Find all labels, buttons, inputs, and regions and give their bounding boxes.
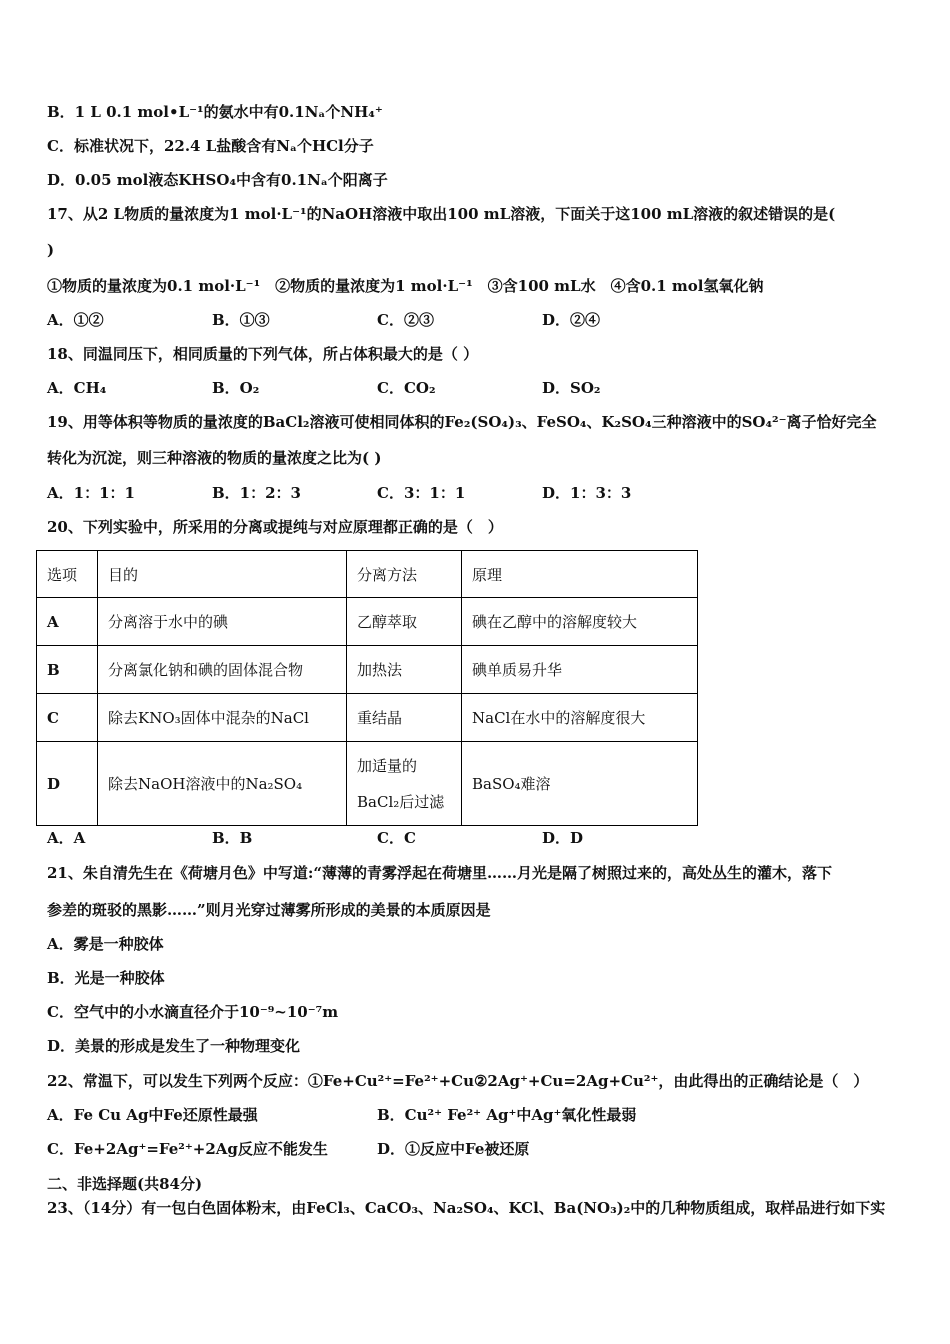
q18-option-b: B．O₂ — [212, 379, 260, 397]
q20-table — [36, 550, 698, 826]
q16-option-b: B．1 L 0.1 mol•L⁻¹的氨水中有0.1Nₐ个NH₄⁺ — [47, 103, 383, 121]
header-cell: 选项 — [37, 551, 98, 598]
q19-option-d: D．1：3：3 — [542, 484, 632, 502]
q21-option-b: B．光是一种胶体 — [47, 969, 165, 987]
table-cell — [347, 742, 462, 826]
table-cell: 分离溶于水中的碘 — [98, 598, 347, 646]
q17-option-c: C．②③ — [377, 311, 434, 329]
q20-option-a: A．A — [47, 829, 86, 847]
q20-option-c: C．C — [377, 829, 416, 847]
table-row — [37, 742, 698, 826]
table-cell: BaSO₄难溶 — [462, 742, 698, 826]
header-cell: 目的 — [98, 551, 347, 598]
q21-stem: 21、朱自清先生在《荷塘月色》中写道:“薄薄的青雾浮起在荷塘里……月光是隔了树照过来的，高处丛生的灌木，落下 — [47, 864, 833, 882]
method-line: 加适量的 — [357, 756, 418, 775]
q21-option-a: A．雾是一种胶体 — [47, 935, 164, 953]
q17-option-a: A．①② — [47, 311, 104, 329]
q22-stem: 22、常温下，可以发生下列两个反应：①Fe+Cu²⁺=Fe²⁺+Cu②2Ag⁺+Cu=2Ag+Cu²⁺，由此得出的正确结论是（ ） — [47, 1072, 869, 1090]
table-cell: 加热法 — [347, 646, 462, 694]
q21-stem-cont: 参差的斑驳的黑影……”则月光穿过薄雾所形成的美景的本质原因是 — [47, 901, 491, 919]
q17-stem-cont: ) — [47, 241, 55, 259]
table-cell: 分离氯化钠和碘的固体混合物 — [98, 646, 347, 694]
table-cell: 碘在乙醇中的溶解度较大 — [462, 598, 698, 646]
table-cell: 除去NaOH溶液中的Na₂SO₄ — [98, 742, 347, 826]
q17-items: ①物质的量浓度为0.1 mol·L⁻¹ ②物质的量浓度为1 mol·L⁻¹ ③含100 mL水 ④含0.1 mol氢氧化钠 — [47, 277, 764, 295]
table-row — [37, 694, 698, 742]
q20-option-b: B．B — [212, 829, 253, 847]
q22-option-b: B．Cu²⁺ Fe²⁺ Ag⁺中Ag⁺氧化性最弱 — [377, 1106, 637, 1124]
q17-option-b: B．①③ — [212, 311, 270, 329]
table-cell: 重结晶 — [347, 694, 462, 742]
table-cell: C — [37, 694, 98, 742]
q21-option-c: C．空气中的小水滴直径介于10⁻⁹~10⁻⁷m — [47, 1003, 339, 1021]
q19-option-b: B．1：2：3 — [212, 484, 301, 502]
table-row — [37, 646, 698, 694]
q22-option-c: C．Fe+2Ag⁺=Fe²⁺+2Ag反应不能发生 — [47, 1140, 328, 1158]
q18-stem: 18、同温同压下，相同质量的下列气体，所占体积最大的是（ ） — [47, 345, 479, 363]
q19-stem-cont: 转化为沉淀，则三种溶液的物质的量浓度之比为( ) — [47, 449, 382, 467]
q18-option-d: D．SO₂ — [542, 379, 601, 397]
table-cell: NaCl在水中的溶解度很大 — [462, 694, 698, 742]
q19-option-a: A．1：1：1 — [47, 484, 135, 502]
q16-option-c: C．标准状况下，22.4 L盐酸含有Nₐ个HCl分子 — [47, 137, 374, 155]
table-cell: 乙醇萃取 — [347, 598, 462, 646]
q18-option-c: C．CO₂ — [377, 379, 436, 397]
q17-stem: 17、从2 L物质的量浓度为1 mol·L⁻¹的NaOH溶液中取出100 mL溶液，下面关于这100 mL溶液的叙述错误的是( — [47, 205, 836, 223]
method-line: BaCl₂后过滤 — [357, 792, 445, 811]
header-cell: 分离方法 — [347, 551, 462, 598]
table-cell: B — [37, 646, 98, 694]
table-row — [37, 598, 698, 646]
header-cell: 原理 — [462, 551, 698, 598]
table-cell: A — [37, 598, 98, 646]
section-heading: 二、非选择题(共84分) — [47, 1175, 203, 1193]
q19-stem: 19、用等体积等物质的量浓度的BaCl₂溶液可使相同体积的Fe₂(SO₄)₃、FeSO₄、K₂SO₄三种溶液中的SO₄²⁻离子恰好完全 — [47, 413, 877, 431]
q21-option-d: D．美景的形成是发生了一种物理变化 — [47, 1037, 301, 1055]
q18-option-a: A．CH₄ — [47, 379, 107, 397]
table-cell: 除去KNO₃固体中混杂的NaCl — [98, 694, 347, 742]
q16-option-d: D．0.05 mol液态KHSO₄中含有0.1Nₐ个阳离子 — [47, 171, 388, 189]
q20-option-d: D．D — [542, 829, 584, 847]
q22-option-a: A．Fe Cu Ag中Fe还原性最强 — [47, 1106, 258, 1124]
table-header-row — [37, 551, 698, 598]
q23-stem: 23、（14分）有一包白色固体粉末，由FeCl₃、CaCO₃、Na₂SO₄、KCl、Ba(NO₃)₂中的几种物质组成，取样品进行如下实 — [47, 1199, 886, 1217]
q17-option-d: D．②④ — [542, 311, 601, 329]
q20-stem: 20、下列实验中，所采用的分离或提纯与对应原理都正确的是（ ） — [47, 518, 503, 536]
q22-option-d: D．①反应中Fe被还原 — [377, 1140, 530, 1158]
q19-option-c: C．3：1：1 — [377, 484, 466, 502]
table-cell: 碘单质易升华 — [462, 646, 698, 694]
table-cell: D — [37, 742, 98, 826]
